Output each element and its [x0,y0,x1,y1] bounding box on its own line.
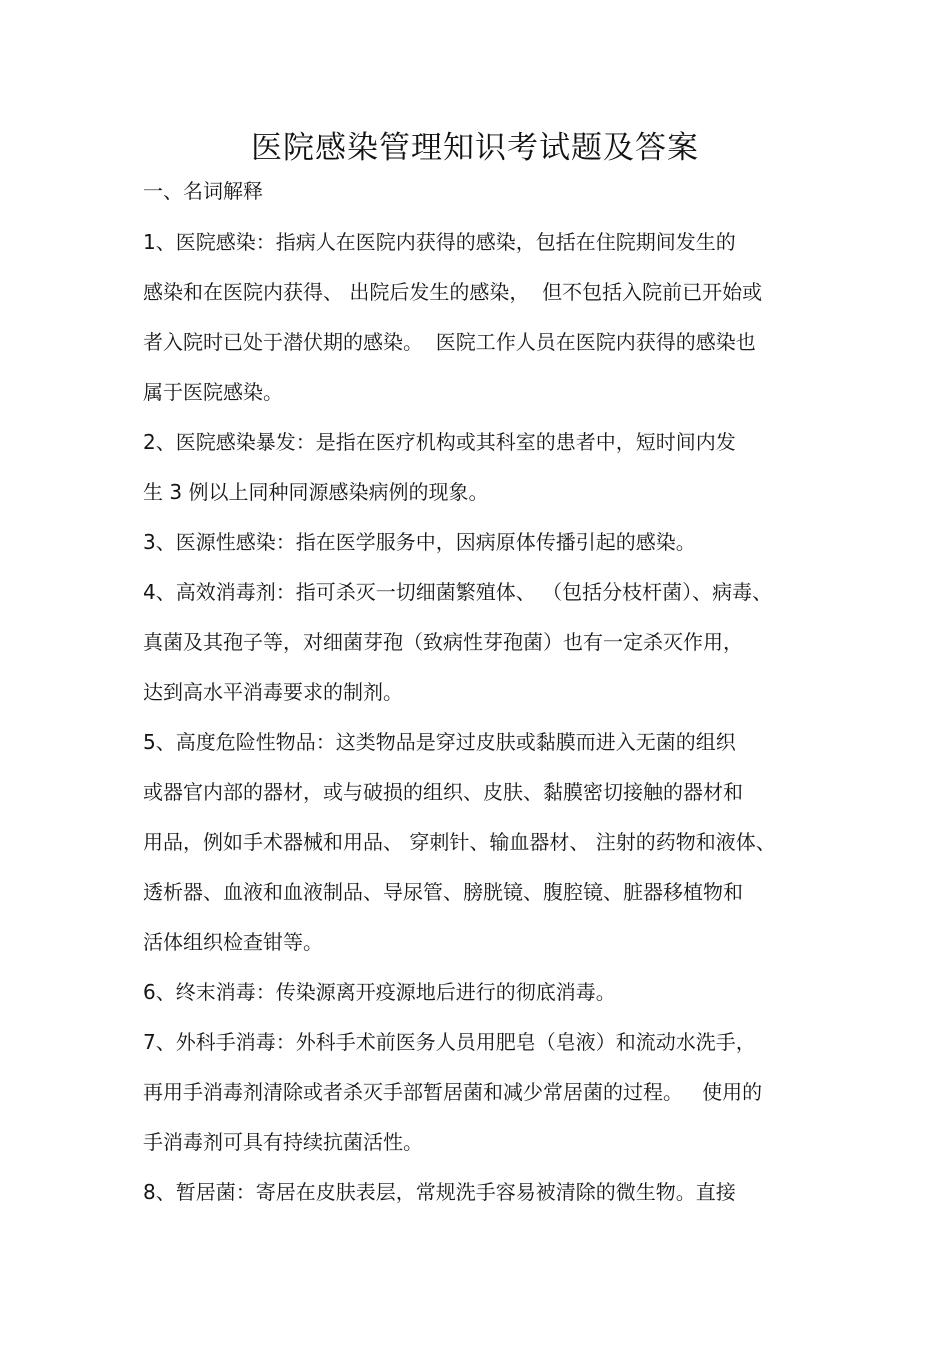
text-line: 者入院时已处于潜伏期的感染。 医院工作人员在医院内获得的感染也 [143,330,756,354]
text-line: 达到高水平消毒要求的制剂。 [143,680,403,704]
text-line: 属于医院感染。 [143,380,283,404]
text-line: 真菌及其孢子等，对细菌芽孢（致病性芽孢菌）也有一定杀灭作用， [143,630,743,654]
text-line: 或器官内部的器材，或与破损的组织、皮肤、黏膜密切接触的器材和 [143,780,743,804]
section-heading: 一、名词解释 [143,179,263,203]
text-line: 2、医院感染暴发：是指在医疗机构或其科室的患者中，短时间内发 [143,430,736,454]
text-line: 活体组织检查钳等。 [143,930,323,954]
document-title: 医院感染管理知识考试题及答案 [251,130,699,166]
text-line: 7、外科手消毒：外科手术前医务人员用肥皂（皂液）和流动水洗手， [143,1030,756,1054]
text-line: 感染和在医院内获得、 出院后发生的感染， 但不包括入院前已开始或 [143,280,763,304]
text-line: 6、终末消毒：传染源离开疫源地后进行的彻底消毒。 [143,980,616,1004]
text-line: 透析器、血液和血液制品、导尿管、膀胱镜、腹腔镜、脏器移植物和 [143,880,743,904]
text-line: 生 3 例以上同种同源感染病例的现象。 [143,480,489,504]
text-line: 1、医院感染：指病人在医院内获得的感染，包括在住院期间发生的 [143,230,736,254]
text-line: 5、高度危险性物品：这类物品是穿过皮肤或黏膜而进入无菌的组织 [143,730,736,754]
text-line: 4、高效消毒剂：指可杀灭一切细菌繁殖体、 （包括分枝杆菌）、病毒、 [143,580,773,604]
text-line: 3、医源性感染：指在医学服务中，因病原体传播引起的感染。 [143,530,696,554]
text-line: 手消毒剂可具有持续抗菌活性。 [143,1130,423,1154]
text-line: 再用手消毒剂清除或者杀灭手部暂居菌和减少常居菌的过程。 使用的 [143,1080,763,1104]
text-line: 8、暂居菌：寄居在皮肤表层，常规洗手容易被清除的微生物。直接 [143,1180,736,1204]
text-line: 用品，例如手术器械和用品、 穿刺针、输血器材、 注射的药物和液体、 [143,830,776,854]
